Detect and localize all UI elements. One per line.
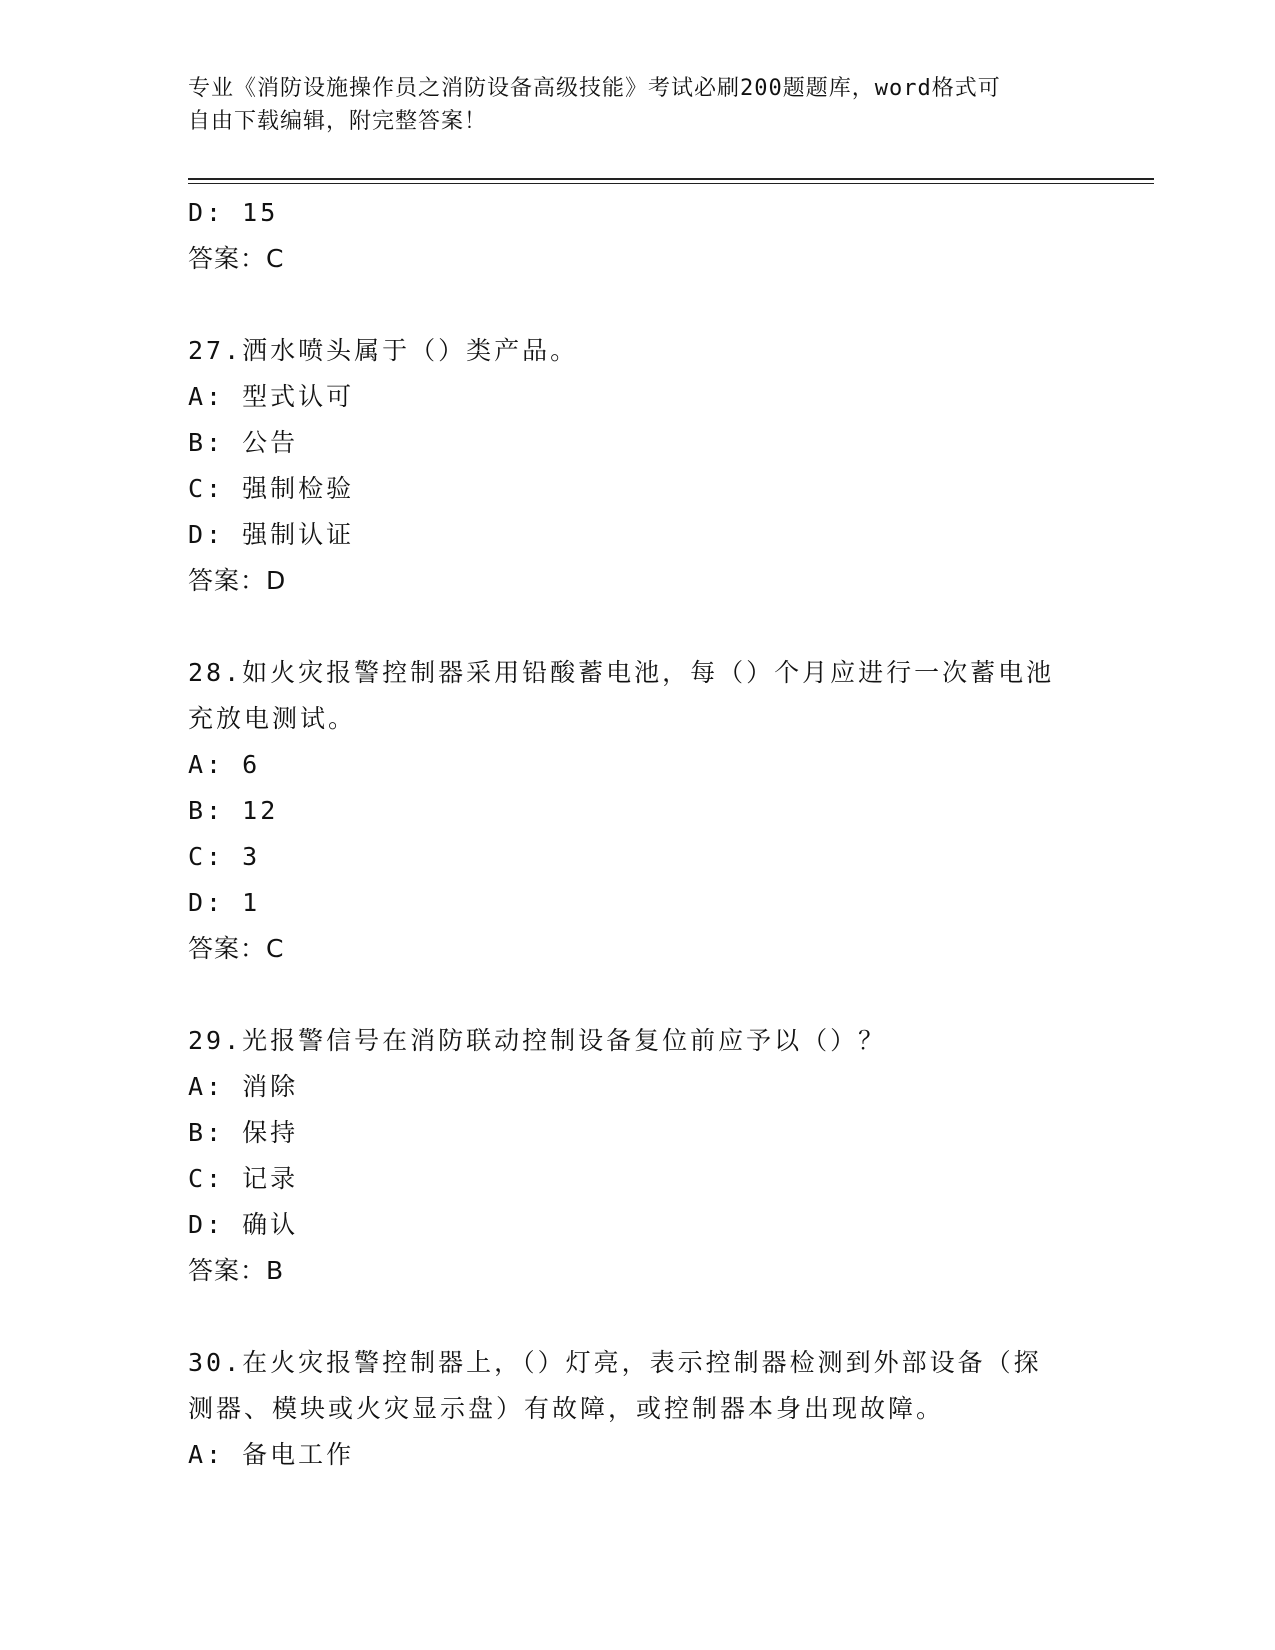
document-header	[188, 72, 1088, 138]
prev-option-d: D: 15	[188, 198, 279, 227]
question-28-text-line-2: 充放电测试。	[188, 704, 357, 733]
question-28-text-line-1: 28.如火灾报警控制器采用铅酸蓄电池，每（）个月应进行一次蓄电池	[188, 658, 1055, 687]
question-30-option-a: A: 备电工作	[188, 1440, 355, 1469]
question-30-text-line-2: 测器、模块或火灾显示盘）有故障，或控制器本身出现故障。	[188, 1394, 945, 1423]
question-28-option-c: C: 3	[188, 842, 261, 871]
header-line-1: 专业《消防设施操作员之消防设备高级技能》考试必刷200题题库，word格式可	[188, 76, 1001, 101]
question-27	[188, 328, 1088, 604]
question-29-option-b: B: 保持	[188, 1118, 299, 1147]
question-29	[188, 1018, 1088, 1294]
spacer	[188, 282, 1088, 328]
question-29-option-c: C: 记录	[188, 1164, 299, 1193]
question-29-answer: 答案：B	[188, 1256, 285, 1285]
question-27-option-a: A: 型式认可	[188, 382, 355, 411]
question-27-option-c: C: 强制检验	[188, 474, 355, 503]
question-30-text-line-1: 30.在火灾报警控制器上，（）灯亮，表示控制器检测到外部设备（探	[188, 1348, 1042, 1377]
prev-answer: 答案：C	[188, 244, 285, 273]
question-list	[188, 190, 1088, 1478]
spacer	[188, 604, 1088, 650]
question-28-option-a: A: 6	[188, 750, 261, 779]
header-rule-thick	[188, 178, 1154, 180]
question-29-text: 29.光报警信号在消防联动控制设备复位前应予以（）？	[188, 1026, 887, 1055]
question-27-option-b: B: 公告	[188, 428, 299, 457]
question-27-text: 27.洒水喷头属于（）类产品。	[188, 336, 579, 365]
question-29-option-a: A: 消除	[188, 1072, 299, 1101]
header-rule-thin	[188, 183, 1154, 184]
question-28-option-b: B: 12	[188, 796, 279, 825]
question-29-option-d: D: 确认	[188, 1210, 299, 1239]
question-27-option-d: D: 强制认证	[188, 520, 355, 549]
spacer	[188, 972, 1088, 1018]
question-28-option-d: D: 1	[188, 888, 261, 917]
question-28-answer: 答案：C	[188, 934, 285, 963]
question-28	[188, 650, 1088, 972]
spacer	[188, 1294, 1088, 1340]
question-30	[188, 1340, 1088, 1478]
header-line-2: 自由下载编辑，附完整答案！	[188, 109, 488, 134]
question-27-answer: 答案：D	[188, 566, 287, 595]
